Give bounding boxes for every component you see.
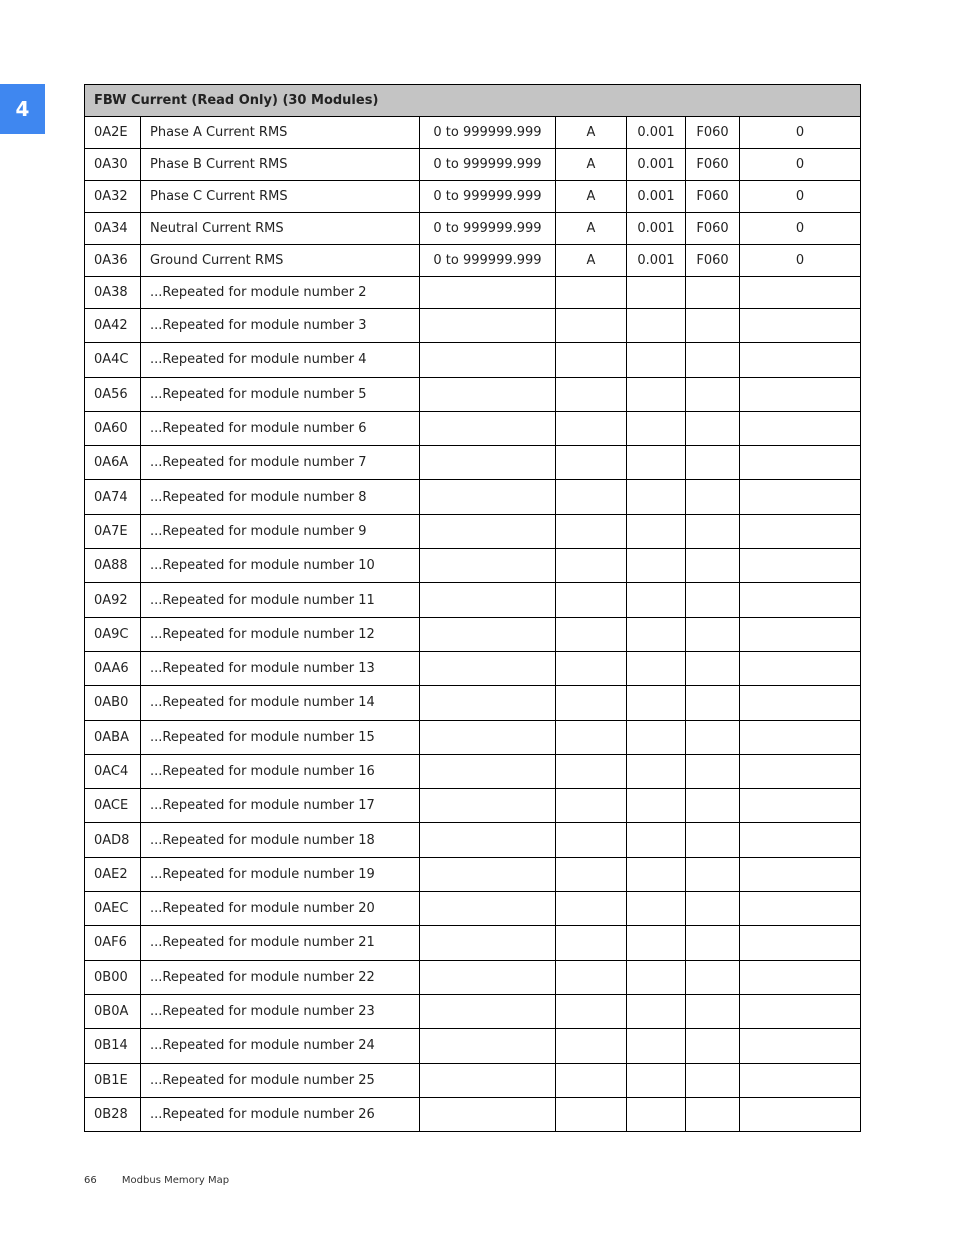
description-cell: ...Repeated for module number 7 — [141, 446, 420, 480]
default-cell — [740, 377, 861, 411]
description-cell: ...Repeated for module number 6 — [141, 411, 420, 445]
range-cell — [420, 446, 556, 480]
description-cell: ...Repeated for module number 8 — [141, 480, 420, 514]
page-footer — [84, 1175, 251, 1186]
format-cell — [686, 549, 740, 583]
table-row — [85, 857, 861, 891]
address-cell: 0A4C — [85, 343, 141, 377]
default-cell — [740, 1029, 861, 1063]
step-cell — [627, 892, 686, 926]
units-cell — [556, 617, 627, 651]
units-cell — [556, 1097, 627, 1131]
units-cell — [556, 309, 627, 343]
address-cell: 0A38 — [85, 277, 141, 309]
default-cell — [740, 926, 861, 960]
description-cell: ...Repeated for module number 24 — [141, 1029, 420, 1063]
range-cell — [420, 994, 556, 1028]
address-cell: 0A88 — [85, 549, 141, 583]
table-row — [85, 892, 861, 926]
description-cell: ...Repeated for module number 25 — [141, 1063, 420, 1097]
address-cell: 0B28 — [85, 1097, 141, 1131]
units-cell — [556, 277, 627, 309]
units-cell — [556, 823, 627, 857]
table-row — [85, 309, 861, 343]
units-cell — [556, 480, 627, 514]
address-cell: 0A2E — [85, 117, 141, 149]
units-cell — [556, 1063, 627, 1097]
default-cell — [740, 1097, 861, 1131]
description-cell: Ground Current RMS — [141, 245, 420, 277]
address-cell: 0AD8 — [85, 823, 141, 857]
step-cell — [627, 446, 686, 480]
table-row — [85, 181, 861, 213]
description-cell: ...Repeated for module number 10 — [141, 549, 420, 583]
table-row — [85, 754, 861, 788]
range-cell — [420, 892, 556, 926]
table-row — [85, 446, 861, 480]
address-cell: 0ACE — [85, 789, 141, 823]
table-row — [85, 117, 861, 149]
address-cell: 0A60 — [85, 411, 141, 445]
description-cell: ...Repeated for module number 13 — [141, 651, 420, 685]
description-cell: ...Repeated for module number 22 — [141, 960, 420, 994]
range-cell — [420, 1097, 556, 1131]
step-cell — [627, 309, 686, 343]
format-cell — [686, 343, 740, 377]
default-cell — [740, 617, 861, 651]
units-cell — [556, 343, 627, 377]
default-cell: 0 — [740, 245, 861, 277]
units-cell — [556, 514, 627, 548]
range-cell — [420, 823, 556, 857]
format-cell — [686, 617, 740, 651]
step-cell — [627, 1029, 686, 1063]
description-cell: Neutral Current RMS — [141, 213, 420, 245]
range-cell: 0 to 999999.999 — [420, 213, 556, 245]
default-cell — [740, 789, 861, 823]
table-row — [85, 343, 861, 377]
units-cell: A — [556, 117, 627, 149]
address-cell: 0AC4 — [85, 754, 141, 788]
default-cell — [740, 754, 861, 788]
description-cell: ...Repeated for module number 4 — [141, 343, 420, 377]
address-cell: 0B0A — [85, 994, 141, 1028]
table-row — [85, 213, 861, 245]
step-cell — [627, 754, 686, 788]
description-cell: ...Repeated for module number 21 — [141, 926, 420, 960]
step-cell — [627, 823, 686, 857]
step-cell — [627, 651, 686, 685]
description-cell: ...Repeated for module number 26 — [141, 1097, 420, 1131]
format-cell — [686, 720, 740, 754]
default-cell — [740, 960, 861, 994]
address-cell: 0AEC — [85, 892, 141, 926]
units-cell — [556, 1029, 627, 1063]
description-cell: ...Repeated for module number 3 — [141, 309, 420, 343]
description-cell: ...Repeated for module number 19 — [141, 857, 420, 891]
format-cell — [686, 480, 740, 514]
default-cell — [740, 514, 861, 548]
range-cell — [420, 343, 556, 377]
table-row — [85, 549, 861, 583]
range-cell — [420, 960, 556, 994]
step-cell — [627, 549, 686, 583]
description-cell: Phase A Current RMS — [141, 117, 420, 149]
range-cell — [420, 480, 556, 514]
address-cell: 0A6A — [85, 446, 141, 480]
default-cell: 0 — [740, 149, 861, 181]
address-cell: 0AF6 — [85, 926, 141, 960]
step-cell — [627, 720, 686, 754]
units-cell — [556, 686, 627, 720]
default-cell — [740, 686, 861, 720]
step-cell — [627, 480, 686, 514]
description-cell: ...Repeated for module number 17 — [141, 789, 420, 823]
description-cell: ...Repeated for module number 16 — [141, 754, 420, 788]
step-cell — [627, 514, 686, 548]
step-cell — [627, 789, 686, 823]
step-cell — [627, 960, 686, 994]
description-cell: ...Repeated for module number 20 — [141, 892, 420, 926]
table-row — [85, 651, 861, 685]
table-row — [85, 1029, 861, 1063]
step-cell — [627, 277, 686, 309]
description-cell: ...Repeated for module number 9 — [141, 514, 420, 548]
range-cell — [420, 411, 556, 445]
default-cell — [740, 892, 861, 926]
range-cell — [420, 514, 556, 548]
default-cell — [740, 309, 861, 343]
units-cell: A — [556, 149, 627, 181]
address-cell: 0ABA — [85, 720, 141, 754]
table-row — [85, 149, 861, 181]
units-cell — [556, 994, 627, 1028]
section-title: Modbus Memory Map — [121, 1175, 230, 1186]
range-cell: 0 to 999999.999 — [420, 149, 556, 181]
range-cell — [420, 789, 556, 823]
address-cell: 0A92 — [85, 583, 141, 617]
format-cell — [686, 1063, 740, 1097]
default-cell — [740, 480, 861, 514]
range-cell — [420, 754, 556, 788]
description-cell: ...Repeated for module number 5 — [141, 377, 420, 411]
units-cell — [556, 720, 627, 754]
address-cell: 0B1E — [85, 1063, 141, 1097]
table-row — [85, 1063, 861, 1097]
units-cell — [556, 377, 627, 411]
format-cell — [686, 583, 740, 617]
range-cell — [420, 1029, 556, 1063]
step-cell: 0.001 — [627, 245, 686, 277]
description-cell: ...Repeated for module number 2 — [141, 277, 420, 309]
default-cell — [740, 857, 861, 891]
range-cell — [420, 309, 556, 343]
units-cell — [556, 651, 627, 685]
step-cell — [627, 1063, 686, 1097]
page-number: 66 — [84, 1175, 97, 1186]
default-cell: 0 — [740, 181, 861, 213]
format-cell — [686, 789, 740, 823]
address-cell: 0A74 — [85, 480, 141, 514]
default-cell — [740, 720, 861, 754]
modbus-memory-map-table — [84, 84, 861, 1132]
format-cell — [686, 994, 740, 1028]
step-cell — [627, 686, 686, 720]
step-cell — [627, 926, 686, 960]
step-cell: 0.001 — [627, 213, 686, 245]
address-cell: 0A30 — [85, 149, 141, 181]
range-cell — [420, 651, 556, 685]
units-cell: A — [556, 213, 627, 245]
address-cell: 0A9C — [85, 617, 141, 651]
default-cell — [740, 823, 861, 857]
format-cell — [686, 277, 740, 309]
format-cell — [686, 823, 740, 857]
description-cell: ...Repeated for module number 15 — [141, 720, 420, 754]
table-row — [85, 245, 861, 277]
default-cell — [740, 277, 861, 309]
address-cell: 0AA6 — [85, 651, 141, 685]
description-cell: Phase B Current RMS — [141, 149, 420, 181]
address-cell: 0AE2 — [85, 857, 141, 891]
table-row — [85, 789, 861, 823]
step-cell — [627, 617, 686, 651]
address-cell: 0AB0 — [85, 686, 141, 720]
default-cell: 0 — [740, 117, 861, 149]
description-cell: ...Repeated for module number 14 — [141, 686, 420, 720]
description-cell: ...Repeated for module number 18 — [141, 823, 420, 857]
step-cell: 0.001 — [627, 149, 686, 181]
range-cell: 0 to 999999.999 — [420, 117, 556, 149]
format-cell — [686, 309, 740, 343]
step-cell — [627, 583, 686, 617]
table-title: FBW Current (Read Only) (30 Modules) — [85, 85, 861, 117]
format-cell — [686, 960, 740, 994]
default-cell — [740, 411, 861, 445]
default-cell — [740, 343, 861, 377]
format-cell: F060 — [686, 245, 740, 277]
address-cell: 0B14 — [85, 1029, 141, 1063]
format-cell — [686, 446, 740, 480]
units-cell — [556, 411, 627, 445]
step-cell — [627, 994, 686, 1028]
range-cell — [420, 377, 556, 411]
format-cell — [686, 754, 740, 788]
step-cell — [627, 343, 686, 377]
table-row — [85, 994, 861, 1028]
description-cell: Phase C Current RMS — [141, 181, 420, 213]
units-cell — [556, 549, 627, 583]
format-cell — [686, 411, 740, 445]
range-cell — [420, 926, 556, 960]
format-cell — [686, 892, 740, 926]
units-cell — [556, 857, 627, 891]
description-cell: ...Repeated for module number 12 — [141, 617, 420, 651]
range-cell: 0 to 999999.999 — [420, 245, 556, 277]
description-cell: ...Repeated for module number 11 — [141, 583, 420, 617]
units-cell — [556, 446, 627, 480]
format-cell: F060 — [686, 181, 740, 213]
range-cell: 0 to 999999.999 — [420, 181, 556, 213]
default-cell: 0 — [740, 213, 861, 245]
range-cell — [420, 1063, 556, 1097]
table-row — [85, 480, 861, 514]
table-row — [85, 926, 861, 960]
default-cell — [740, 651, 861, 685]
table-row — [85, 960, 861, 994]
address-cell: 0A32 — [85, 181, 141, 213]
default-cell — [740, 446, 861, 480]
address-cell: 0A36 — [85, 245, 141, 277]
format-cell: F060 — [686, 117, 740, 149]
format-cell: F060 — [686, 213, 740, 245]
table-row — [85, 514, 861, 548]
address-cell: 0B00 — [85, 960, 141, 994]
units-cell — [556, 789, 627, 823]
units-cell — [556, 960, 627, 994]
address-cell: 0A56 — [85, 377, 141, 411]
table-row — [85, 1097, 861, 1131]
step-cell — [627, 857, 686, 891]
format-cell — [686, 926, 740, 960]
format-cell — [686, 1097, 740, 1131]
default-cell — [740, 583, 861, 617]
range-cell — [420, 277, 556, 309]
address-cell: 0A42 — [85, 309, 141, 343]
range-cell — [420, 583, 556, 617]
table-title-row — [85, 85, 861, 117]
units-cell — [556, 892, 627, 926]
step-cell — [627, 411, 686, 445]
format-cell — [686, 1029, 740, 1063]
default-cell — [740, 1063, 861, 1097]
table-row — [85, 617, 861, 651]
range-cell — [420, 617, 556, 651]
step-cell — [627, 377, 686, 411]
units-cell: A — [556, 181, 627, 213]
step-cell — [627, 1097, 686, 1131]
table-row — [85, 686, 861, 720]
default-cell — [740, 549, 861, 583]
format-cell — [686, 651, 740, 685]
range-cell — [420, 720, 556, 754]
table-row — [85, 720, 861, 754]
table-row — [85, 583, 861, 617]
format-cell — [686, 857, 740, 891]
units-cell: A — [556, 245, 627, 277]
format-cell — [686, 686, 740, 720]
format-cell — [686, 514, 740, 548]
units-cell — [556, 754, 627, 788]
default-cell — [740, 994, 861, 1028]
table-row — [85, 411, 861, 445]
address-cell: 0A7E — [85, 514, 141, 548]
step-cell: 0.001 — [627, 181, 686, 213]
format-cell — [686, 377, 740, 411]
address-cell: 0A34 — [85, 213, 141, 245]
chapter-tab: 4 — [0, 84, 45, 134]
units-cell — [556, 583, 627, 617]
range-cell — [420, 686, 556, 720]
range-cell — [420, 857, 556, 891]
units-cell — [556, 926, 627, 960]
step-cell: 0.001 — [627, 117, 686, 149]
table-row — [85, 823, 861, 857]
description-cell: ...Repeated for module number 23 — [141, 994, 420, 1028]
range-cell — [420, 549, 556, 583]
table-row — [85, 277, 861, 309]
format-cell: F060 — [686, 149, 740, 181]
table-row — [85, 377, 861, 411]
